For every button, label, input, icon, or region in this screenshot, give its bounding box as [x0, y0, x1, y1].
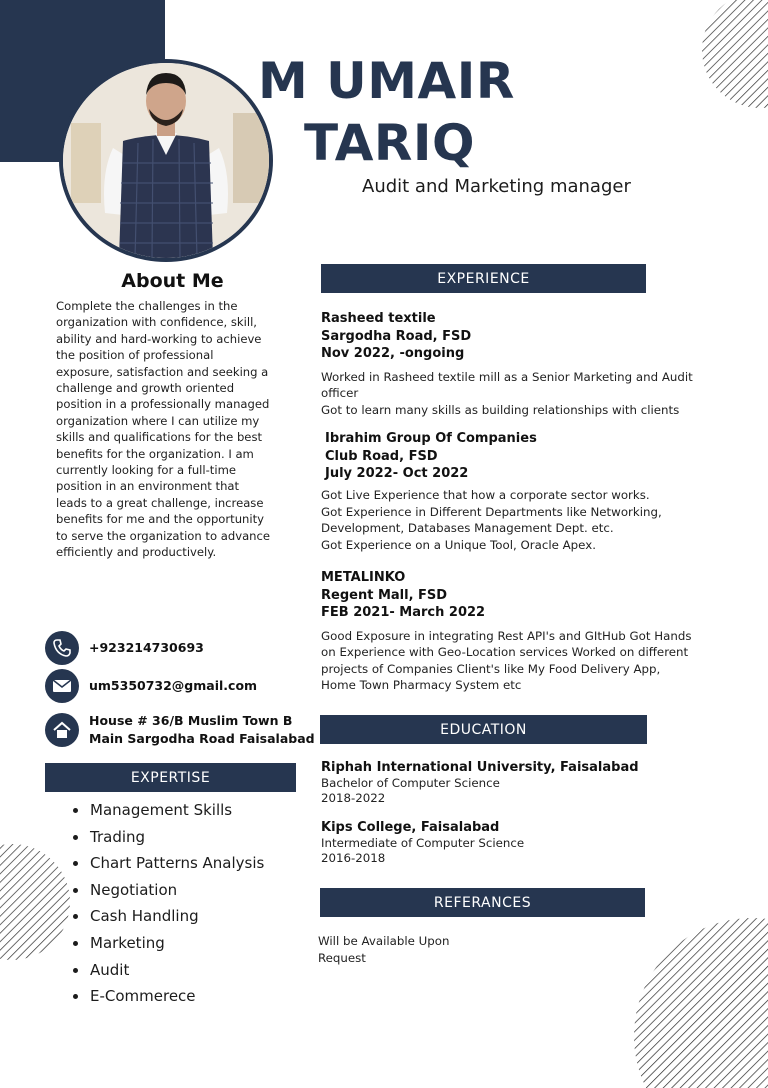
- degree: Intermediate of Computer Science: [321, 835, 525, 850]
- address-line-1: House # 36/B Muslim Town B: [89, 713, 293, 728]
- references-heading: REFERANCES: [320, 888, 645, 917]
- list-item: Marketing: [72, 933, 264, 960]
- employment-period: Nov 2022, -ongoing: [321, 346, 465, 361]
- phone-icon: [45, 631, 79, 665]
- job-description: Worked in Rasheed textile mill as a Senior Marketing and Audit officer: [321, 369, 693, 400]
- address-text: [89, 712, 315, 748]
- education-entry-1: [321, 760, 711, 807]
- profile-photo: [59, 59, 273, 262]
- person-illustration: [63, 63, 269, 258]
- job-description: Good Exposure in integrating Rest API's and GItHub Got Hands on Experience with Geo-Location services Worked on different projects of Companies Client's like My Food Delivery App, Home Town Pharmacy System etc: [321, 628, 692, 692]
- company-name: Rasheed textile: [321, 311, 436, 326]
- experience-entry-3: [321, 569, 696, 694]
- expertise-list: [72, 800, 264, 1013]
- job-title: Audit and Marketing manager: [362, 176, 631, 197]
- job-description: Got to learn many skills as building relationships with clients: [321, 402, 680, 417]
- contact-phone: [45, 631, 204, 665]
- experience-heading: EXPERIENCE: [321, 264, 646, 293]
- experience-entry-2-details: [321, 487, 691, 553]
- list-item: Management Skills: [72, 800, 264, 827]
- home-icon: [45, 713, 79, 747]
- email-address[interactable]: um5350732@gmail.com: [89, 678, 258, 693]
- phone-number[interactable]: +923214730693: [89, 640, 204, 655]
- expertise-heading: EXPERTISE: [45, 763, 296, 792]
- school-name: Riphah International University, Faisalabad: [321, 760, 639, 775]
- company-name: METALINKO: [321, 570, 406, 585]
- experience-entry-1: [321, 310, 711, 418]
- education-heading: EDUCATION: [320, 715, 647, 744]
- about-text: Complete the challenges in the organization with confidence, skill, ability and hard-working to achieve the position of professional exposure, satisfaction and seeking a challenge and growth oriented position in a professionally managed organization where I can utilize my skills and qualifications for the best benefits for the organization. I am currently looking for a full-time position in an environment that leads to a great challenge, increase benefits for me and the opportunity to serve the organization to advance efficiently and productively.: [56, 299, 271, 560]
- company-location: Club Road, FSD: [325, 448, 438, 464]
- company-location: Regent Mall, FSD: [321, 587, 448, 603]
- job-description: Got Experience in Different Departments like Networking, Development, Databases Management Dept. etc.: [321, 504, 662, 535]
- list-item: Trading: [72, 827, 264, 854]
- contact-address: [45, 712, 315, 748]
- job-description: Got Experience on a Unique Tool, Oracle Apex.: [321, 537, 596, 552]
- hatched-circle-bottom-right: [612, 918, 768, 1088]
- name-line-2: TARIQ: [304, 114, 476, 172]
- contact-email: [45, 669, 257, 703]
- list-item: Chart Patterns Analysis: [72, 853, 264, 880]
- experience-entry-2: [325, 430, 715, 483]
- job-description: Got Live Experience that how a corporate sector works.: [321, 488, 650, 502]
- employment-period: July 2022- Oct 2022: [325, 466, 469, 481]
- list-item: Negotiation: [72, 880, 264, 907]
- education-years: 2016-2018: [321, 851, 386, 865]
- company-location: Sargodha Road, FSD: [321, 328, 472, 344]
- hatched-circle-bottom-left: [0, 842, 70, 962]
- about-heading: About Me: [121, 270, 224, 292]
- degree: Bachelor of Computer Science: [321, 775, 500, 790]
- list-item: E-Commerece: [72, 986, 264, 1013]
- address-line-2: Main Sargodha Road Faisalabad: [89, 731, 315, 746]
- education-years: 2018-2022: [321, 791, 386, 805]
- list-item: Cash Handling: [72, 906, 264, 933]
- employment-period: FEB 2021- March 2022: [321, 605, 486, 620]
- name-line-1: M UMAIR: [258, 52, 515, 110]
- education-entry-2: [321, 820, 711, 867]
- hatched-circle-top-right: [690, 0, 768, 110]
- references-text: Will be Available Upon Request: [318, 934, 450, 965]
- company-name: Ibrahim Group Of Companies: [325, 431, 537, 446]
- school-name: Kips College, Faisalabad: [321, 820, 500, 835]
- list-item: Audit: [72, 960, 264, 987]
- email-icon: [45, 669, 79, 703]
- person-name: [258, 50, 618, 174]
